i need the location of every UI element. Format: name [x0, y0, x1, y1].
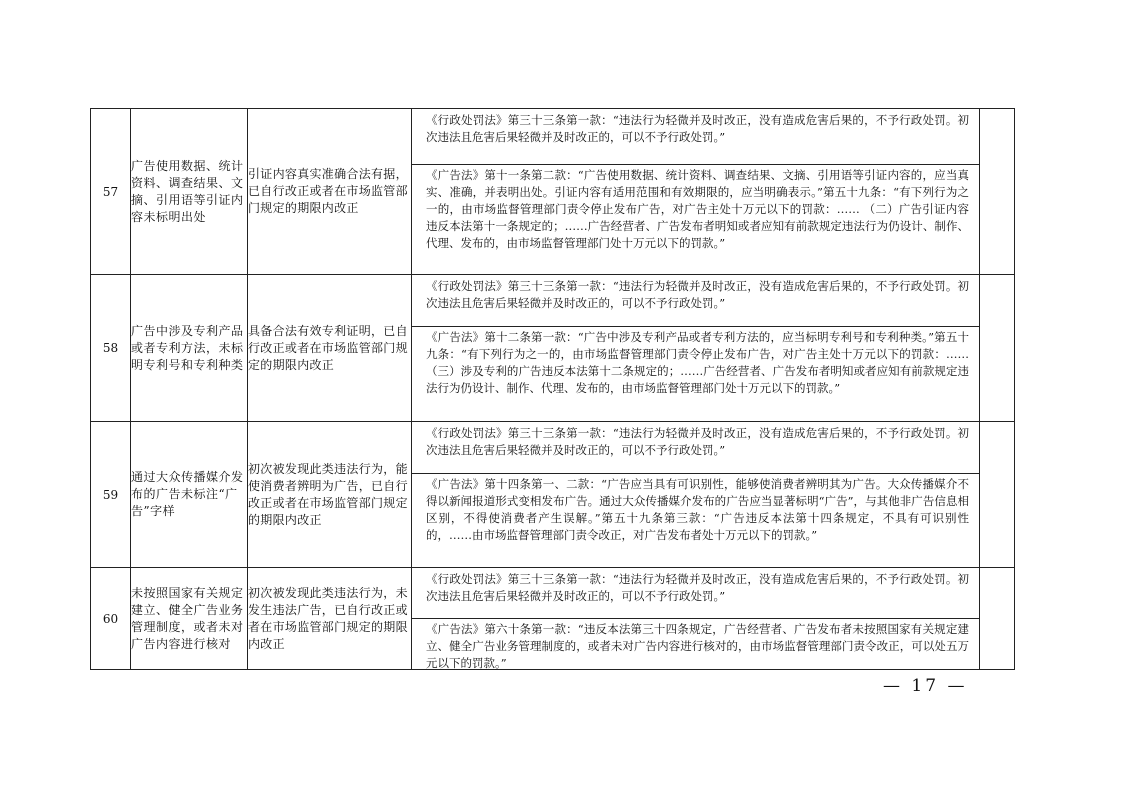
basis-advertising-law: 《广告法》第十四条第一、二款：“广告应当具有可识别性，能够使消费者辨明其为广告。大众传播媒介不得以新闻报道形式变相发布广告。通过大众传播媒介发布的广告应当显著标明“广告”，与其他非广告信息相区别，不得使消费者产生误解。”第五十九条第三款：“广告违反本法第十四条规定，不具有可识别性的，……由市场监督管理部门责令改正，对广告发布者处十万元以下的罚款。”	[426, 476, 969, 542]
measures-table	[90, 108, 1015, 670]
table-row	[91, 275, 1015, 422]
page-number: — 17 —	[883, 676, 968, 696]
basis-administrative-penalty-law: 《行政处罚法》第三十三条第一款：“违法行为轻微并及时改正，没有造成危害后果的，不予行政处罚。初次违法且危害后果轻微并及时改正的，可以不予行政处罚。”	[412, 276, 979, 327]
legal-basis	[412, 422, 980, 568]
basis-administrative-penalty-law: 《行政处罚法》第三十三条第一款：“违法行为轻微并及时改正，没有造成危害后果的，不予行政处罚。初次违法且危害后果轻微并及时改正的，可以不予行政处罚。”	[412, 569, 979, 619]
row-number: 59	[91, 422, 131, 568]
violation-description: 广告中涉及专利产品或者专利方法，未标明专利号和专利种类	[131, 275, 248, 422]
remarks-cell	[980, 109, 1015, 275]
row-number: 57	[91, 109, 131, 275]
basis-advertising-law: 《广告法》第六十条第一款：“违反本法第三十四条规定，广告经营者、广告发布者未按照国家有关规定建立、健全广告业务管理制度的，或者未对广告内容进行核对的，由市场监督管理部门责令改正，可以处五万元以下的罚款。”	[426, 621, 969, 669]
table-row	[91, 568, 1015, 670]
basis-advertising-law: 《广告法》第十二条第一款：“广告中涉及专利产品或者专利方法的，应当标明专利号和专利种类。”第五十九条：“有下列行为之一的，由市场监督管理部门责令停止发布广告，对广告主处十万元以下的罚款：…… （三）涉及专利的广告违反本法第十二条规定的；……广告经营者、广告发布者明知或者应知有前款规定违法行为仍设计、制作、代理、发布的，由市场监督管理部门处十万元以下的罚款。”	[426, 329, 969, 395]
correction-condition: 初次被发现此类违法行为，能使消费者辨明为广告，已自行改正或者在市场监管部门规定的期限内改正	[248, 422, 412, 568]
violation-description: 未按照国家有关规定建立、健全广告业务管理制度，或者未对广告内容进行核对	[131, 568, 248, 670]
legal-basis	[412, 568, 980, 670]
table-row	[91, 109, 1015, 275]
row-number: 58	[91, 275, 131, 422]
remarks-cell	[980, 422, 1015, 568]
remarks-cell	[980, 275, 1015, 422]
violation-description: 通过大众传播媒介发布的广告未标注“广告”字样	[131, 422, 248, 568]
violation-description: 广告使用数据、统计资料、调查结果、文摘、引用语等引证内容未标明出处	[131, 109, 248, 275]
basis-advertising-law: 《广告法》第十一条第二款：“广告使用数据、统计资料、调查结果、文摘、引用语等引证内容的，应当真实、准确，并表明出处。引证内容有适用范围和有效期限的，应当明确表示。”第五十九条：“有下列行为之一的，由市场监督管理部门责令停止发布广告，对广告主处十万元以下的罚款：…… （二）广告引证内容违反本法第十一条规定的；……广告经营者、广告发布者明知或者应知有前款规定违法行为仍设计、制作、代理、发布的，由市场监督管理部门处十万元以下的罚款。”	[426, 167, 969, 250]
table-row	[91, 422, 1015, 568]
remarks-cell	[980, 568, 1015, 670]
correction-condition: 具备合法有效专利证明，已自行改正或者在市场监管部门规定的期限内改正	[248, 275, 412, 422]
legal-basis	[412, 109, 980, 275]
basis-administrative-penalty-law: 《行政处罚法》第三十三条第一款：“违法行为轻微并及时改正，没有造成危害后果的，不予行政处罚。初次违法且危害后果轻微并及时改正的，可以不予行政处罚。”	[412, 110, 979, 165]
correction-condition: 初次被发现此类违法行为，未发生违法广告，已自行改正或者在市场监管部门规定的期限内改正	[248, 568, 412, 670]
legal-basis	[412, 275, 980, 422]
correction-condition: 引证内容真实准确合法有据，已自行改正或者在市场监管部门规定的期限内改正	[248, 109, 412, 275]
row-number: 60	[91, 568, 131, 670]
basis-administrative-penalty-law: 《行政处罚法》第三十三条第一款：“违法行为轻微并及时改正，没有造成危害后果的，不予行政处罚。初次违法且危害后果轻微并及时改正的，可以不予行政处罚。”	[412, 423, 979, 474]
